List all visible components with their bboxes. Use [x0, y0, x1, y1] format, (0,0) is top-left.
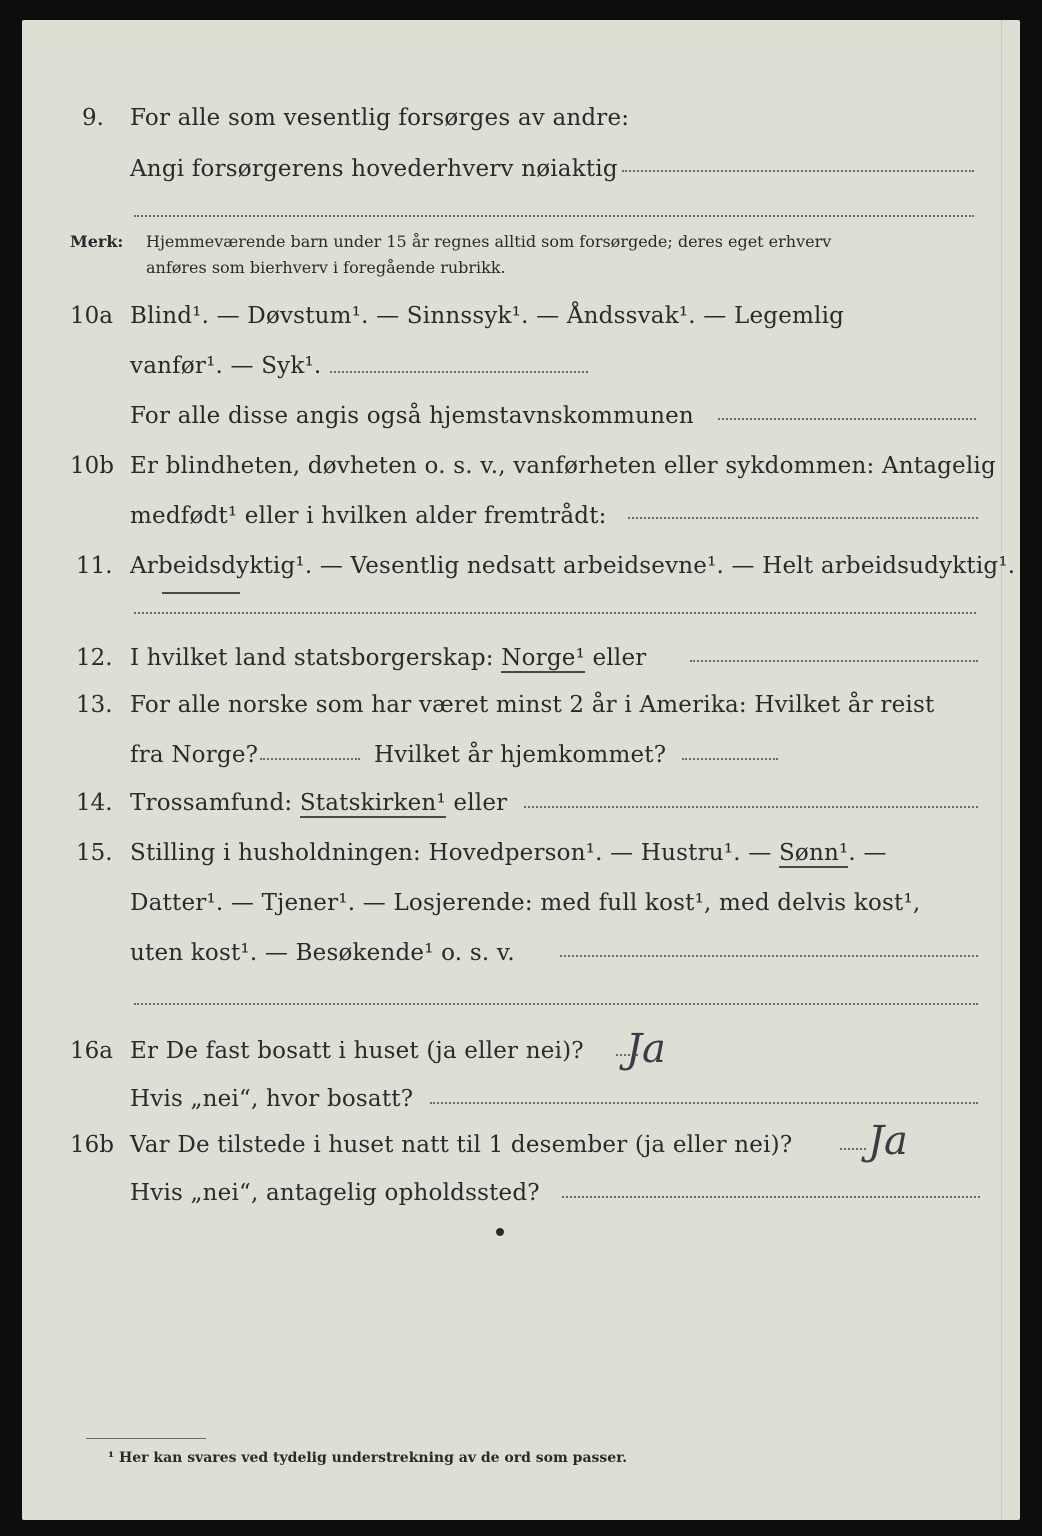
q15-text: Stilling i husholdningen: Hovedperson¹. — Hustru¹. —	[130, 840, 772, 866]
q16b-oppholdssted-field[interactable]	[562, 1196, 980, 1198]
q10b-number: 10b	[70, 453, 114, 479]
q12-eller: eller	[592, 645, 647, 671]
q14-line1	[130, 790, 507, 816]
q15-dash: . —	[848, 840, 887, 866]
q12-line1	[130, 645, 646, 671]
q15-line1	[130, 840, 887, 866]
q10a-line1: Blind¹. — Døvstum¹. — Sinnssyk¹. — Åndssvak¹. — Legemlig	[130, 303, 845, 329]
q16b-answer-field[interactable]	[840, 1148, 866, 1150]
q15-line3: uten kost¹. — Besøkende¹ o. s. v.	[130, 940, 515, 966]
q9-extra-line	[134, 215, 974, 217]
q9-number: 9.	[82, 105, 104, 131]
q16b-handwritten-answer: Ja	[868, 1118, 908, 1164]
q11-line1: Arbeidsdyktig¹. — Vesentlig nedsatt arbeidsevne¹. — Helt arbeidsudyktig¹.	[130, 553, 1016, 579]
q12-norge-option[interactable]: Norge¹	[501, 645, 586, 671]
q16b-line1: Var De tilstede i huset natt til 1 desember (ja eller nei)?	[130, 1132, 793, 1158]
footnote-rule	[86, 1438, 206, 1439]
q11-number: 11.	[76, 553, 113, 579]
q16a-line1: Er De fast bosatt i huset (ja eller nei)?	[130, 1038, 584, 1064]
q11-extra-line	[134, 612, 976, 614]
q15-answer-field[interactable]	[560, 955, 978, 957]
q10a-number: 10a	[70, 303, 113, 329]
q12-number: 12.	[76, 645, 113, 671]
q14-statskirken-option[interactable]: Statskirken¹	[299, 790, 446, 816]
q15-number: 15.	[76, 840, 113, 866]
q13-number: 13.	[76, 692, 113, 718]
q16a-line2: Hvis „nei“, hvor bosatt?	[130, 1086, 414, 1112]
q14-answer-field[interactable]	[524, 806, 978, 808]
q15-line2: Datter¹. — Tjener¹. — Losjerende: med full kost¹, med delvis kost¹,	[130, 890, 921, 916]
merk-line1: Hjemmeværende barn under 15 år regnes alltid som forsørgede; deres eget erhverv	[146, 232, 832, 251]
q9-answer-field[interactable]	[622, 170, 974, 172]
q16a-handwritten-answer: Ja	[626, 1026, 666, 1072]
q14-eller: eller	[453, 790, 508, 816]
q11-underline-mark	[162, 592, 240, 594]
q10a-line2: vanfør¹. — Syk¹.	[130, 353, 322, 379]
q10b-answer-field[interactable]	[628, 517, 978, 519]
q10a-syk-field[interactable]	[330, 371, 588, 373]
q16a-bosatt-field[interactable]	[430, 1102, 978, 1104]
q10b-line2: medfødt¹ eller i hvilken alder fremtrådt:	[130, 503, 607, 529]
q14-text: Trossamfund:	[130, 790, 293, 816]
q16b-line2: Hvis „nei“, antagelig opholdssted?	[130, 1180, 540, 1206]
q16b-number: 16b	[70, 1132, 114, 1158]
q16a-number: 16a	[70, 1038, 113, 1064]
q12-text: I hvilket land statsborgerskap:	[130, 645, 494, 671]
merk-label: Merk:	[70, 232, 124, 251]
perforation-edge	[1001, 20, 1002, 1520]
q10a-kommune-field[interactable]	[718, 418, 976, 420]
q10a-line3: For alle disse angis også hjemstavnskommunen	[130, 403, 694, 429]
q13-line2b: Hvilket år hjemkommet?	[374, 742, 667, 768]
q9-line2: Angi forsørgerens hovederhverv nøiaktig	[130, 156, 618, 182]
q13-reist-field[interactable]	[260, 758, 360, 760]
q9-line1: For alle som vesentlig forsørges av andre:	[130, 105, 630, 131]
q13-line1: For alle norske som har været minst 2 år i Amerika: Hvilket år reist	[130, 692, 935, 718]
q13-line2a: fra Norge?	[130, 742, 259, 768]
form-sheet	[22, 20, 1020, 1520]
merk-line2: anføres som bierhverv i foregående rubrikk.	[146, 258, 506, 277]
q13-hjemkommet-field[interactable]	[682, 758, 778, 760]
q10b-line1: Er blindheten, døvheten o. s. v., vanførheten eller sykdommen: Antagelig	[130, 453, 996, 479]
q15-extra-line	[134, 1003, 978, 1005]
q15-sonn-option[interactable]: Sønn¹	[778, 840, 849, 866]
ink-dot	[496, 1228, 504, 1236]
footnote: ¹ Her kan svares ved tydelig understrekning av de ord som passer.	[108, 1450, 628, 1466]
q12-answer-field[interactable]	[690, 660, 978, 662]
q14-number: 14.	[76, 790, 113, 816]
